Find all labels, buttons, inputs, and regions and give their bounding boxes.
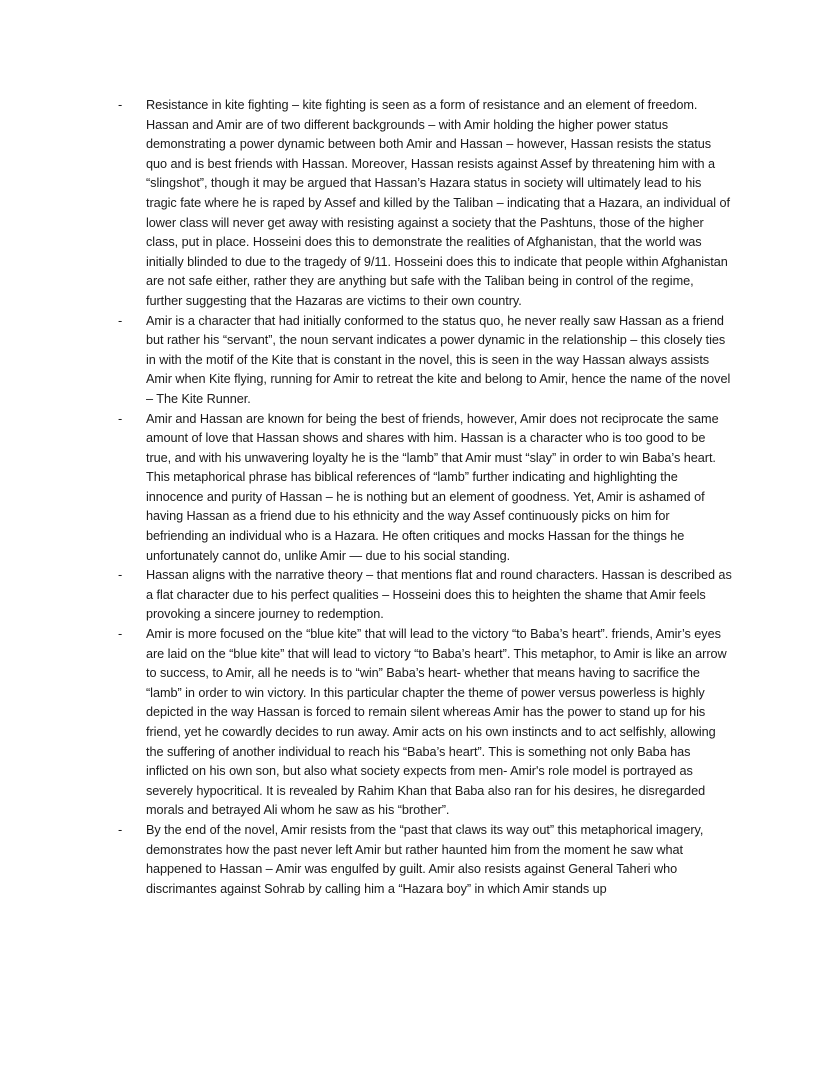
bullet-best-of-friends: [118, 410, 733, 567]
bullet-kite-fighting-resistance: [118, 96, 733, 312]
bullet-text: Resistance in kite fighting – kite fighting is seen as a form of resistance and an element of freedom. Hassan and Amir are of two different backgrounds – with Amir holding the higher power status demonstrating a power dynamic between both Amir and Hassan – however, Hassan resists the status quo and is best friends with Hassan. Moreover, Hassan resists against Assef by threatening him with a “slingshot”, though it may be argued that Hassan’s Hazara status in society will ultimately lead to his tragic fate where he is raped by Assef and killed by the Taliban – indicating that a Hazara, an individual of lower class will never get away with resisting against a society that the Pashtuns, those of the higher class, put in place. Hosseini does this to demonstrate the realities of Afghanistan, that the world was initially blinded to due to the tragedy of 9/11. Hosseini does this to indicate that people within Afghanistan are not safe either, rather they are anything but safe with the Taliban being in control of the regime, further suggesting that the Hazaras are victims to their own country.: [146, 98, 730, 308]
bullet-text: Hassan aligns with the narrative theory – that mentions flat and round characters. Hassan is described as a flat character due to his perfect qualities – Hosseini does this to heighten the shame that Amir feels provoking a sincere journey to redemption.: [146, 568, 732, 622]
bullet-marker: -: [118, 411, 123, 426]
bullet-amir-status-quo: [118, 312, 733, 410]
bullet-text: Amir and Hassan are known for being the best of friends, however, Amir does not reciprocate the same amount of love that Hassan shows and shares with him. Hassan is a character who is too good to be true, and with his unwavering loyalty he is the “lamb” that Amir must “slay” in order to win Baba’s heart. This metaphorical phrase has biblical references of “lamb” further indicating and highlighting the innocence and purity of Hassan – he is nothing but an element of goodness. Yet, Amir is ashamed of having Hassan as a friend due to his ethnicity and the way Assef continuously picks on him for befriending an individual who is a Hazara. He often critiques and mocks Hassan for the things he unfortunately cannot do, unlike Amir — due to his social standing.: [146, 411, 719, 563]
bullet-marker: -: [118, 568, 123, 583]
bullet-marker: -: [118, 98, 123, 112]
bullet-text: By the end of the novel, Amir resists from the “past that claws its way out” this metaphorical imagery, demonstrates how the past never left Amir but rather haunted him from the moment he saw what happened to Hassan – Amir was engulfed by guilt. Amir also resists against General Taheri who discrimantes against Sohrab by calling him a “Hazara boy” in which Amir stands up: [146, 822, 704, 896]
bullet-end-of-novel: [118, 821, 733, 899]
essay-bullet-list: [118, 96, 733, 899]
bullet-blue-kite: [118, 625, 733, 821]
bullet-text: Amir is a character that had initially conformed to the status quo, he never really saw Hassan as a friend but rather his “servant”, the noun servant indicates a power dynamic in the relationship – this closely ties in with the motif of the Kite that is constant in the novel, this is seen in the way Hassan always assists Amir when Kite flying, running for Amir to retreat the kite and belong to Amir, hence the name of the novel – The Kite Runner.: [146, 313, 731, 406]
bullet-text: Amir is more focused on the “blue kite” that will lead to the victory “to Baba’s heart”. friends, Amir’s eyes are laid on the “blue kite” that will lead to victory “to Baba’s heart”. This metaphor, to Amir is like an arrow to success, to Amir, all he needs is to “win” Baba’s heart- whether that means having to sacrifice the “lamb” in order to win victory. In this particular chapter the theme of power versus powerless is highly depicted in the way Hassan is forced to remain silent whereas Amir has the power to stand up for his friend, yet he cowardly decides to run away. Amir acts on his own instincts and to act selfishly, allowing the suffering of another individual to reach his “Baba’s heart”. This is something not only Baba has inflicted on his own son, but also what society expects from men- Amir's role model is portrayed as severely hypocritical. It is revealed by Rahim Khan that Baba also ran for his desires, he disregarded morals and betrayed Ali whom he saw as his “brother”.: [146, 627, 727, 818]
bullet-marker: -: [118, 627, 123, 642]
bullet-marker: -: [118, 822, 123, 837]
bullet-marker: -: [118, 313, 123, 328]
bullet-narrative-theory: [118, 566, 733, 625]
